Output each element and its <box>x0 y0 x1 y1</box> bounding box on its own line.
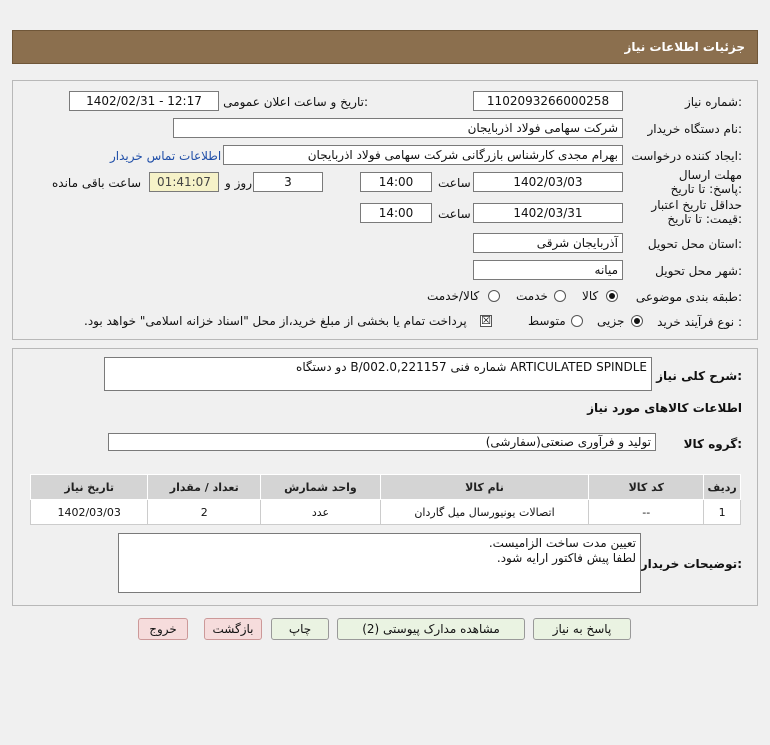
price-validity-label: حداقل تاریخ اعتبار قیمت: تا تاریخ: <box>651 198 742 226</box>
summary-field: ARTICULATED SPINDLE شماره فنی B/002.0,221157 دو دستگاه <box>104 357 652 391</box>
category-option-service: خدمت <box>516 289 548 303</box>
cell-name: اتصالات یونیورسال میل گاردان <box>380 500 588 525</box>
attachments-button[interactable]: مشاهده مدارک پیوستی (2) <box>337 618 525 640</box>
summary-label: شرح کلی نیاز: <box>656 369 742 383</box>
delivery-province-label: استان محل تحویل: <box>647 237 742 251</box>
reply-time-label: ساعت <box>438 176 471 190</box>
announce-field: 1402/02/31 - 12:17 <box>69 91 219 111</box>
goods-group-label: گروه کالا: <box>683 437 742 451</box>
reply-deadline-label: مهلت ارسال پاسخ: تا تاریخ: <box>670 168 742 196</box>
buyer-contact-link[interactable]: اطلاعات تماس خریدار <box>110 149 222 163</box>
col-code-header: کد کالا <box>589 475 704 500</box>
cell-qty: 2 <box>148 500 261 525</box>
price-validity-date: 1402/03/31 <box>473 203 623 223</box>
col-unit-header: واحد شمارش <box>261 475 381 500</box>
price-time-label: ساعت <box>438 207 471 221</box>
delivery-city-field: میانه <box>473 260 623 280</box>
cell-unit: عدد <box>261 500 381 525</box>
col-row-header: ردیف <box>704 475 741 500</box>
cell-row: 1 <box>704 500 741 525</box>
process-option-medium: متوسط <box>528 314 566 328</box>
buyer-notes-field <box>118 533 641 593</box>
reply-deadline-time: 14:00 <box>360 172 432 192</box>
exit-button[interactable]: خروج <box>138 618 188 640</box>
buyer-org-field: شرکت سهامی فولاد اذربایجان <box>173 118 623 138</box>
requester-field: بهرام مجدی کارشناس بازرگانی شرکت سهامی فولاد اذربایجان <box>223 145 623 165</box>
page-title: جزئیات اطلاعات نیاز <box>624 40 745 54</box>
goods-info-title: اطلاعات کالاهای مورد نیاز <box>587 401 742 415</box>
table-row <box>31 500 741 525</box>
reply-button[interactable]: پاسخ به نیاز <box>533 618 631 640</box>
treasury-payment-checkbox[interactable]: ☒ <box>481 314 491 327</box>
goods-group-field: تولید و فرآوری صنعتی(سفارشی) <box>108 433 656 451</box>
buyer-notes-line-1: تعیین مدت ساخت الزامیست. <box>488 536 636 550</box>
category-option-goods: کالا <box>582 289 599 303</box>
buyer-notes-label: توضیحات خریدار: <box>640 557 742 571</box>
need-number-field: 1102093266000258 <box>473 91 623 111</box>
cell-code: -- <box>589 500 704 525</box>
requester-label: ایجاد کننده درخواست: <box>631 149 742 163</box>
category-radio-service[interactable] <box>554 290 566 302</box>
days-label: روز و <box>225 176 252 190</box>
page-header <box>12 30 758 64</box>
process-option-minor: جزیی <box>597 314 625 328</box>
category-option-both: کالا/خدمت <box>427 289 480 303</box>
category-radio-goods[interactable] <box>606 290 618 302</box>
need-number-label: شماره نیاز: <box>684 95 742 109</box>
price-validity-time: 14:00 <box>360 203 432 223</box>
back-button[interactable]: بازگشت <box>204 618 262 640</box>
col-name-header: نام کالا <box>380 475 588 500</box>
announce-label: تاریخ و ساعت اعلان عمومی: <box>223 95 368 109</box>
delivery-city-label: شهر محل تحویل: <box>655 264 742 278</box>
reply-days-field: 3 <box>253 172 323 192</box>
remaining-time-field: 01:41:07 <box>149 172 219 192</box>
category-label: طبقه بندی موضوعی: <box>635 290 742 304</box>
delivery-province-field: آذربایجان شرقی <box>473 233 623 253</box>
table-header-row <box>31 475 741 500</box>
process-radio-minor[interactable] <box>631 315 643 327</box>
treasury-payment-note: پرداخت تمام یا بخشی از مبلغ خرید،از محل "اسناد خزانه اسلامی" خواهد بود. <box>84 314 467 328</box>
print-button[interactable]: چاپ <box>271 618 329 640</box>
process-radio-medium[interactable] <box>571 315 583 327</box>
buyer-notes-line-2: لطفا پیش فاکتور ارایه شود. <box>496 551 636 565</box>
buyer-org-label: نام دستگاه خریدار: <box>647 122 742 136</box>
col-date-header: تاریخ نیاز <box>31 475 148 500</box>
cell-date: 1402/03/03 <box>31 500 148 525</box>
remaining-label: ساعت باقی مانده <box>52 176 142 190</box>
category-radio-both[interactable] <box>488 290 500 302</box>
process-label: نوع فرآیند خرید : <box>657 315 742 329</box>
col-qty-header: تعداد / مقدار <box>148 475 261 500</box>
goods-table <box>30 474 741 525</box>
reply-deadline-date: 1402/03/03 <box>473 172 623 192</box>
